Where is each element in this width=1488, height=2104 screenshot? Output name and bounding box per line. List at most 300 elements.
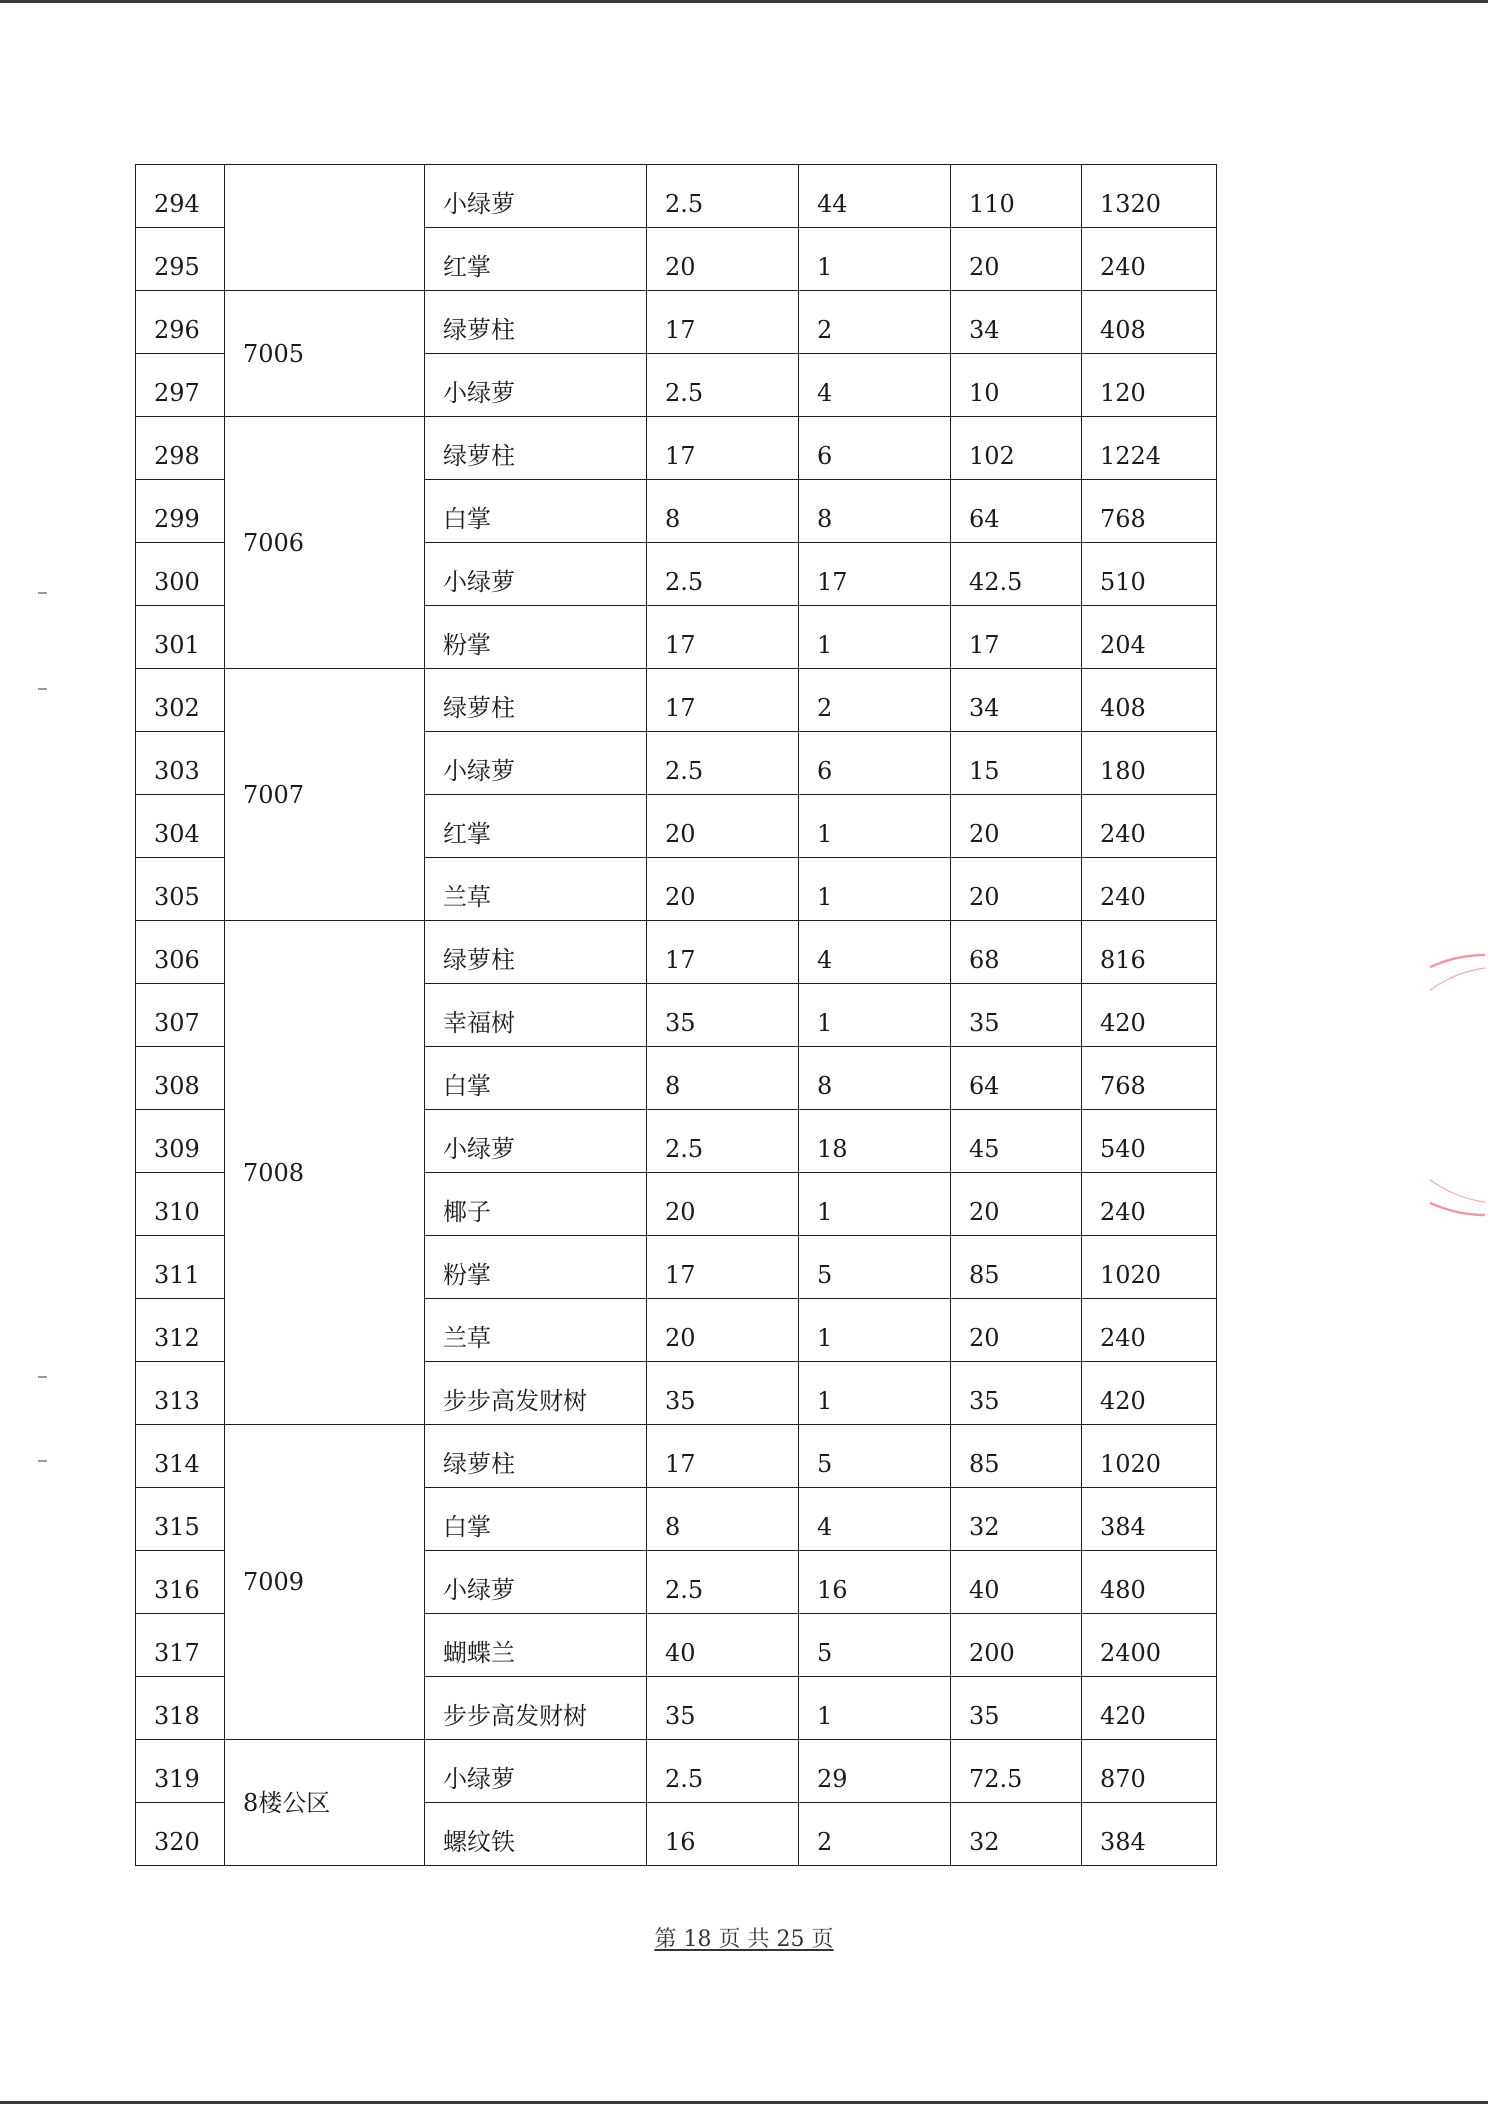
row-number-cell [136,858,225,921]
subtotal-cell-text: 45 [969,1135,1000,1163]
item-name-cell-text: 白掌 [443,505,491,533]
row-number-cell-text: 316 [154,1576,200,1604]
item-name-cell-text: 小绿萝 [443,379,515,407]
row-number-cell-text: 298 [154,442,200,470]
item-name-cell [425,732,647,795]
row-number-cell [136,1299,225,1362]
item-name-cell [425,858,647,921]
row-number-cell-text: 301 [154,631,200,659]
item-name-cell [425,165,647,228]
item-name-cell-text: 小绿萝 [443,190,515,218]
row-number-cell-text: 310 [154,1198,200,1226]
total-cell [1082,606,1217,669]
row-number-cell-text: 296 [154,316,200,344]
quantity-cell [799,1362,951,1425]
subtotal-cell [951,858,1082,921]
quantity-cell [799,1488,951,1551]
subtotal-cell-text: 20 [969,1324,1000,1352]
row-number-cell [136,1740,225,1803]
row-number-cell-text: 297 [154,379,200,407]
room-group-cell-text: 8楼公区 [243,1788,331,1817]
quantity-cell [799,354,951,417]
quantity-cell-text: 29 [817,1765,848,1793]
subtotal-cell-text: 10 [969,379,1000,407]
item-name-cell-text: 小绿萝 [443,757,515,785]
quantity-cell [799,480,951,543]
room-group-cell [225,1740,425,1866]
quantity-cell [799,984,951,1047]
quantity-cell [799,858,951,921]
total-cell-text: 540 [1100,1135,1146,1163]
quantity-cell-text: 6 [817,442,833,470]
subtotal-cell [951,1110,1082,1173]
quantity-cell-text: 44 [817,190,848,218]
margin-mark [38,688,47,690]
row-number-cell-text: 313 [154,1387,200,1415]
unit-price-cell [647,291,799,354]
quantity-cell [799,1299,951,1362]
room-group-cell [225,669,425,921]
item-name-cell-text: 椰子 [443,1198,491,1226]
total-cell-text: 816 [1100,946,1146,974]
total-cell-text: 1020 [1100,1261,1162,1289]
unit-price-cell-text: 8 [665,505,681,533]
row-number-cell-text: 300 [154,568,200,596]
subtotal-cell [951,1488,1082,1551]
item-name-cell-text: 螺纹铁 [443,1828,515,1856]
subtotal-cell-text: 85 [969,1450,1000,1478]
total-cell-text: 408 [1100,316,1146,344]
row-number-cell [136,1047,225,1110]
item-name-cell [425,417,647,480]
total-cell [1082,1551,1217,1614]
subtotal-cell-text: 35 [969,1702,1000,1730]
total-cell [1082,165,1217,228]
item-name-cell [425,1236,647,1299]
subtotal-cell-text: 85 [969,1261,1000,1289]
item-name-cell [425,795,647,858]
unit-price-cell-text: 16 [665,1828,696,1856]
quantity-cell [799,165,951,228]
item-name-cell [425,1425,647,1488]
item-name-cell [425,1362,647,1425]
subtotal-cell-text: 72.5 [969,1765,1023,1793]
row-number-cell [136,1110,225,1173]
table-row [136,165,1217,228]
table-row [136,1740,1217,1803]
subtotal-cell-text: 102 [969,442,1015,470]
total-cell-text: 384 [1100,1513,1146,1541]
item-name-cell [425,984,647,1047]
room-group-cell-text: 7008 [243,1158,305,1187]
item-name-cell-text: 粉掌 [443,1261,491,1289]
item-name-cell-text: 白掌 [443,1513,491,1541]
plant-cost-table [135,164,1217,1866]
row-number-cell-text: 295 [154,253,200,281]
subtotal-cell-text: 200 [969,1639,1015,1667]
total-cell-text: 240 [1100,883,1146,911]
quantity-cell-text: 2 [817,1828,833,1856]
unit-price-cell [647,669,799,732]
unit-price-cell-text: 20 [665,1198,696,1226]
red-seal-stamp-icon [1430,950,1488,1220]
quantity-cell-text: 1 [817,1009,833,1037]
total-cell-text: 240 [1100,1198,1146,1226]
total-cell-text: 240 [1100,1324,1146,1352]
item-name-cell [425,669,647,732]
row-number-cell [136,480,225,543]
row-number-cell [136,1551,225,1614]
unit-price-cell [647,1614,799,1677]
quantity-cell [799,1047,951,1110]
unit-price-cell [647,480,799,543]
quantity-cell-text: 1 [817,1702,833,1730]
unit-price-cell [647,1236,799,1299]
unit-price-cell [647,228,799,291]
unit-price-cell-text: 2.5 [665,1576,704,1604]
subtotal-cell-text: 20 [969,820,1000,848]
row-number-cell [136,1425,225,1488]
unit-price-cell-text: 2.5 [665,568,704,596]
unit-price-cell-text: 20 [665,820,696,848]
item-name-cell [425,228,647,291]
item-name-cell-text: 小绿萝 [443,1576,515,1604]
unit-price-cell [647,417,799,480]
total-cell [1082,921,1217,984]
quantity-cell [799,543,951,606]
quantity-cell [799,669,951,732]
unit-price-cell-text: 2.5 [665,1765,704,1793]
unit-price-cell [647,606,799,669]
margin-mark [38,1376,47,1378]
quantity-cell-text: 1 [817,253,833,281]
row-number-cell [136,606,225,669]
subtotal-cell-text: 20 [969,883,1000,911]
room-group-cell-text: 7006 [243,528,305,557]
item-name-cell-text: 粉掌 [443,631,491,659]
item-name-cell [425,1299,647,1362]
row-number-cell [136,669,225,732]
total-cell [1082,1236,1217,1299]
room-group-cell [225,1425,425,1740]
room-group-cell-text: 7005 [243,339,305,368]
table-row [136,669,1217,732]
subtotal-cell-text: 20 [969,253,1000,281]
quantity-cell [799,1110,951,1173]
unit-price-cell-text: 20 [665,253,696,281]
row-number-cell [136,543,225,606]
table-row [136,921,1217,984]
subtotal-cell [951,417,1082,480]
total-cell-text: 768 [1100,505,1146,533]
current-page: 18 [683,1927,712,1952]
unit-price-cell-text: 2.5 [665,190,704,218]
item-name-cell-text: 绿萝柱 [443,316,515,344]
total-cell [1082,1299,1217,1362]
total-cell [1082,543,1217,606]
subtotal-cell [951,1173,1082,1236]
unit-price-cell-text: 2.5 [665,757,704,785]
quantity-cell-text: 1 [817,1324,833,1352]
total-cell [1082,1488,1217,1551]
subtotal-cell-text: 34 [969,694,1000,722]
row-number-cell-text: 305 [154,883,200,911]
row-number-cell-text: 307 [154,1009,200,1037]
subtotal-cell [951,1299,1082,1362]
margin-mark [38,1460,47,1462]
quantity-cell-text: 5 [817,1450,833,1478]
total-cell-text: 408 [1100,694,1146,722]
item-name-cell-text: 绿萝柱 [443,1450,515,1478]
unit-price-cell [647,1047,799,1110]
unit-price-cell-text: 17 [665,1261,696,1289]
item-name-cell [425,921,647,984]
quantity-cell-text: 1 [817,631,833,659]
unit-price-cell [647,984,799,1047]
table-body [136,165,1217,1866]
unit-price-cell-text: 2.5 [665,379,704,407]
subtotal-cell-text: 32 [969,1513,1000,1541]
item-name-cell [425,480,647,543]
subtotal-cell [951,606,1082,669]
total-cell-text: 120 [1100,379,1146,407]
unit-price-cell-text: 17 [665,316,696,344]
subtotal-cell [951,1614,1082,1677]
row-number-cell-text: 317 [154,1639,200,1667]
total-cell [1082,291,1217,354]
row-number-cell [136,1677,225,1740]
row-number-cell-text: 299 [154,505,200,533]
total-cell [1082,1614,1217,1677]
item-name-cell [425,1173,647,1236]
total-cell [1082,1677,1217,1740]
unit-price-cell [647,1803,799,1866]
unit-price-cell [647,543,799,606]
unit-price-cell-text: 20 [665,883,696,911]
unit-price-cell [647,1677,799,1740]
quantity-cell-text: 4 [817,379,833,407]
total-cell-text: 420 [1100,1702,1146,1730]
footer-prefix: 第 [654,1927,677,1952]
subtotal-cell [951,732,1082,795]
item-name-cell [425,1677,647,1740]
quantity-cell [799,1425,951,1488]
subtotal-cell-text: 32 [969,1828,1000,1856]
unit-price-cell-text: 17 [665,1450,696,1478]
total-cell-text: 204 [1100,631,1146,659]
row-number-cell [136,228,225,291]
row-number-cell-text: 294 [154,190,200,218]
row-number-cell-text: 319 [154,1765,200,1793]
quantity-cell [799,291,951,354]
total-cell [1082,228,1217,291]
unit-price-cell [647,354,799,417]
row-number-cell [136,1362,225,1425]
unit-price-cell-text: 8 [665,1072,681,1100]
total-cell-text: 240 [1100,253,1146,281]
unit-price-cell-text: 40 [665,1639,696,1667]
unit-price-cell [647,1740,799,1803]
total-pages: 25 [776,1927,805,1952]
row-number-cell [136,1488,225,1551]
unit-price-cell [647,795,799,858]
item-name-cell-text: 小绿萝 [443,568,515,596]
room-group-cell [225,921,425,1425]
item-name-cell [425,543,647,606]
unit-price-cell [647,1425,799,1488]
scan-edge-top [0,0,1488,3]
unit-price-cell [647,1488,799,1551]
quantity-cell [799,1677,951,1740]
subtotal-cell [951,1677,1082,1740]
unit-price-cell [647,1362,799,1425]
total-cell-text: 1320 [1100,190,1162,218]
total-cell [1082,669,1217,732]
item-name-cell-text: 幸福树 [443,1009,515,1037]
total-cell [1082,1110,1217,1173]
item-name-cell [425,1740,647,1803]
quantity-cell-text: 8 [817,1072,833,1100]
row-number-cell [136,1173,225,1236]
subtotal-cell-text: 35 [969,1009,1000,1037]
total-cell-text: 1224 [1100,442,1162,470]
row-number-cell-text: 306 [154,946,200,974]
subtotal-cell [951,669,1082,732]
unit-price-cell-text: 35 [665,1387,696,1415]
subtotal-cell-text: 42.5 [969,568,1023,596]
subtotal-cell [951,1803,1082,1866]
unit-price-cell-text: 17 [665,694,696,722]
table-row [136,417,1217,480]
subtotal-cell [951,291,1082,354]
quantity-cell-text: 1 [817,820,833,848]
item-name-cell-text: 小绿萝 [443,1765,515,1793]
quantity-cell [799,1740,951,1803]
unit-price-cell-text: 17 [665,631,696,659]
quantity-cell-text: 1 [817,1387,833,1415]
total-cell [1082,1803,1217,1866]
subtotal-cell [951,1362,1082,1425]
quantity-cell [799,1551,951,1614]
quantity-cell-text: 5 [817,1639,833,1667]
total-cell-text: 420 [1100,1009,1146,1037]
quantity-cell [799,1173,951,1236]
room-group-cell-text: 7007 [243,780,305,809]
quantity-cell-text: 18 [817,1135,848,1163]
item-name-cell-text: 绿萝柱 [443,946,515,974]
row-number-cell-text: 315 [154,1513,200,1541]
unit-price-cell [647,165,799,228]
subtotal-cell [951,1740,1082,1803]
quantity-cell [799,228,951,291]
subtotal-cell [951,1425,1082,1488]
footer-suffix: 页 [811,1927,834,1952]
subtotal-cell [951,165,1082,228]
subtotal-cell-text: 40 [969,1576,1000,1604]
row-number-cell-text: 312 [154,1324,200,1352]
row-number-cell [136,921,225,984]
item-name-cell [425,354,647,417]
subtotal-cell [951,795,1082,858]
total-cell-text: 1020 [1100,1450,1162,1478]
subtotal-cell [951,543,1082,606]
total-cell-text: 420 [1100,1387,1146,1415]
subtotal-cell [951,1047,1082,1110]
table-row [136,291,1217,354]
total-cell [1082,858,1217,921]
subtotal-cell-text: 68 [969,946,1000,974]
row-number-cell-text: 309 [154,1135,200,1163]
row-number-cell [136,732,225,795]
item-name-cell [425,1110,647,1173]
total-cell-text: 2400 [1100,1639,1162,1667]
row-number-cell-text: 303 [154,757,200,785]
unit-price-cell [647,858,799,921]
item-name-cell [425,1803,647,1866]
unit-price-cell-text: 20 [665,1324,696,1352]
unit-price-cell [647,921,799,984]
quantity-cell-text: 17 [817,568,848,596]
item-name-cell [425,291,647,354]
item-name-cell-text: 步步高发财树 [443,1702,587,1730]
total-cell-text: 180 [1100,757,1146,785]
row-number-cell-text: 318 [154,1702,200,1730]
subtotal-cell [951,984,1082,1047]
total-cell [1082,984,1217,1047]
unit-price-cell [647,732,799,795]
row-number-cell [136,795,225,858]
row-number-cell-text: 311 [154,1261,200,1289]
quantity-cell [799,1614,951,1677]
item-name-cell [425,1488,647,1551]
quantity-cell [799,417,951,480]
total-cell-text: 384 [1100,1828,1146,1856]
row-number-cell [136,1803,225,1866]
item-name-cell-text: 蝴蝶兰 [443,1639,515,1667]
total-cell [1082,354,1217,417]
subtotal-cell [951,354,1082,417]
quantity-cell [799,795,951,858]
row-number-cell [136,354,225,417]
row-number-cell [136,984,225,1047]
subtotal-cell-text: 15 [969,757,1000,785]
page-footer [0,1922,1488,1953]
item-name-cell-text: 步步高发财树 [443,1387,587,1415]
row-number-cell [136,417,225,480]
room-group-cell [225,165,425,291]
unit-price-cell [647,1551,799,1614]
unit-price-cell-text: 35 [665,1009,696,1037]
row-number-cell-text: 304 [154,820,200,848]
quantity-cell-text: 5 [817,1261,833,1289]
room-group-cell [225,417,425,669]
subtotal-cell [951,1551,1082,1614]
item-name-cell-text: 红掌 [443,820,491,848]
item-name-cell [425,1551,647,1614]
subtotal-cell [951,1236,1082,1299]
unit-price-cell-text: 35 [665,1702,696,1730]
row-number-cell-text: 302 [154,694,200,722]
subtotal-cell [951,921,1082,984]
total-cell [1082,732,1217,795]
quantity-cell-text: 2 [817,316,833,344]
item-name-cell-text: 白掌 [443,1072,491,1100]
quantity-cell [799,1236,951,1299]
footer-middle: 页 共 [718,1927,770,1952]
subtotal-cell-text: 110 [969,190,1015,218]
row-number-cell-text: 308 [154,1072,200,1100]
quantity-cell-text: 8 [817,505,833,533]
